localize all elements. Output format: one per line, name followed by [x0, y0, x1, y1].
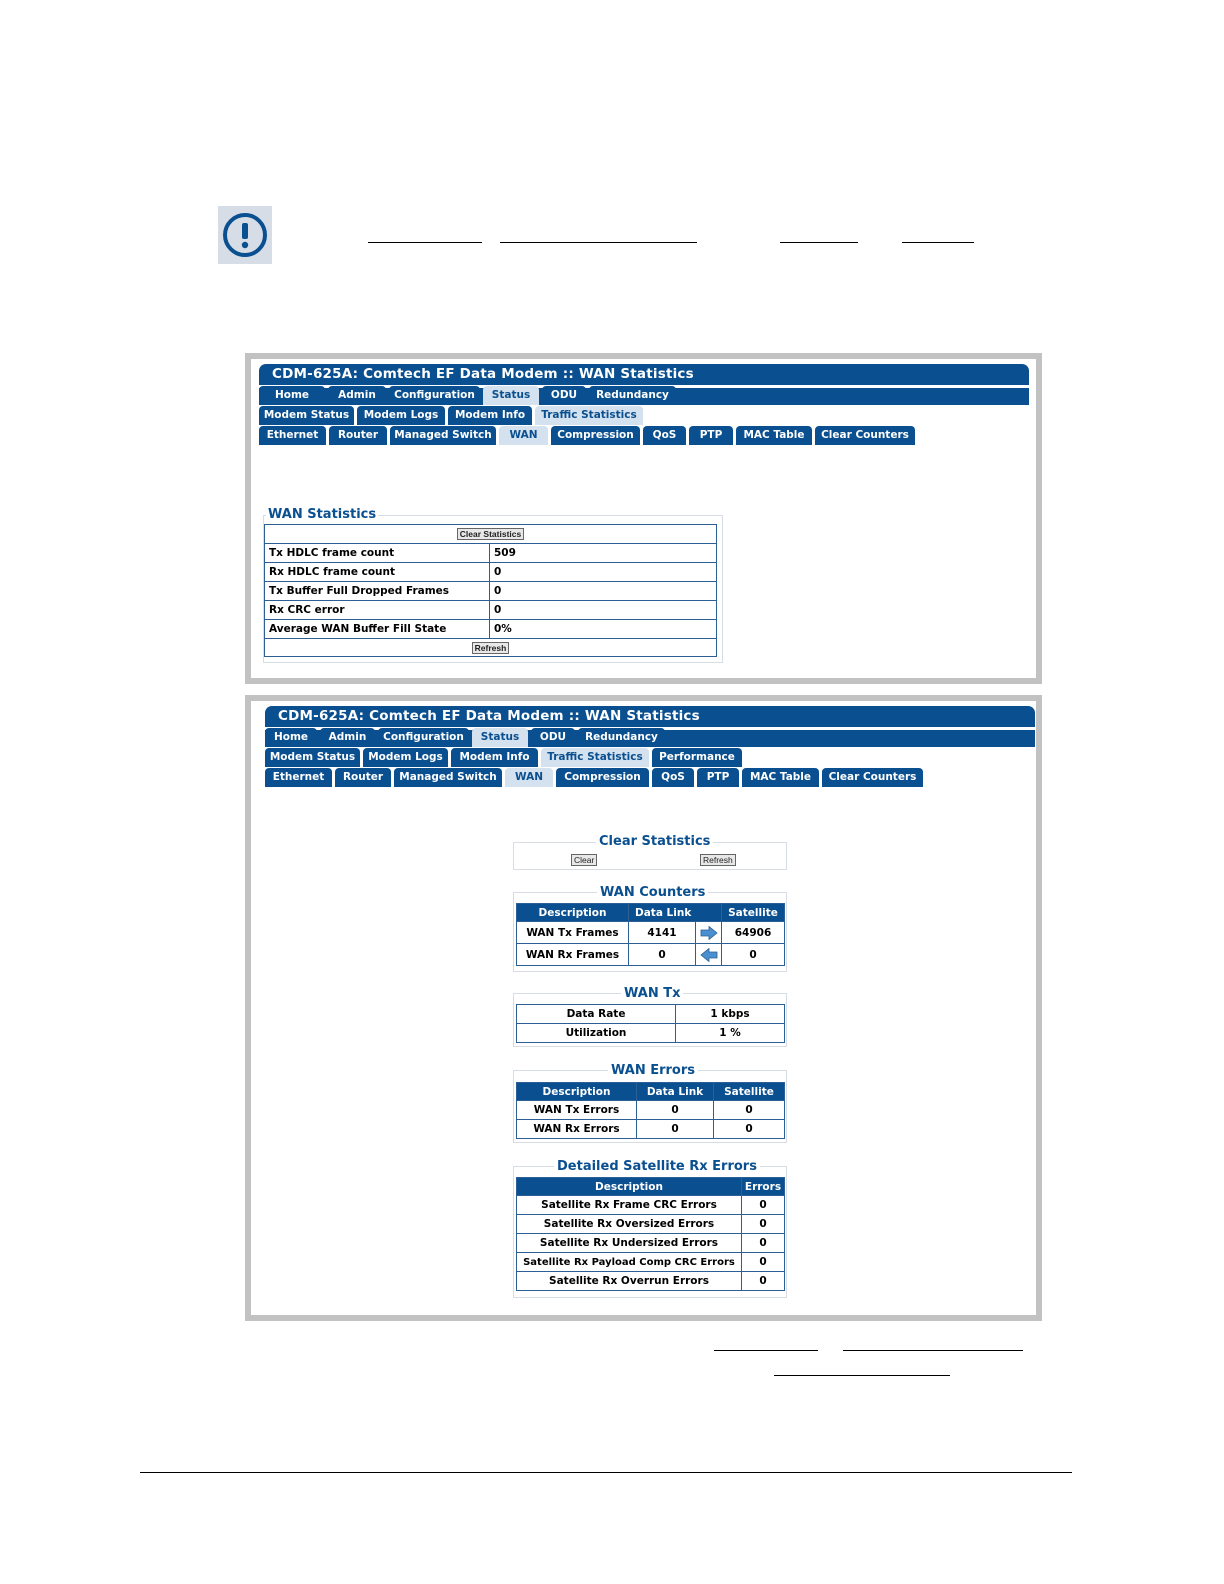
page-title: CDM-625A: Comtech EF Data Modem :: WAN Statistics	[265, 706, 1035, 727]
detailed-errors-title: Detailed Satellite Rx Errors	[554, 1159, 760, 1174]
nav-secondary	[265, 748, 742, 767]
nav-tertiary	[265, 768, 923, 787]
error-satellite: 0	[714, 1101, 785, 1120]
clear-statistics-button[interactable]: Clear Statistics	[457, 528, 524, 540]
detail-desc: Satellite Rx Overrun Errors	[517, 1272, 742, 1291]
tab-traffic-statistics[interactable]: Traffic Statistics	[541, 748, 649, 767]
stat-value: 0	[490, 563, 717, 582]
tx-value: 1 %	[676, 1024, 785, 1043]
wan-counters-title: WAN Counters	[597, 885, 708, 900]
col-data-link: Data Link	[629, 904, 722, 922]
counter-desc: WAN Tx Frames	[517, 922, 629, 944]
underline-5	[714, 1350, 818, 1351]
table-row	[517, 1234, 785, 1253]
col-description: Description	[517, 1178, 742, 1196]
stat-value: 509	[490, 544, 717, 563]
table-row	[265, 620, 717, 639]
tab-performance[interactable]: Performance	[652, 748, 742, 767]
detail-errors: 0	[742, 1253, 785, 1272]
tab-router[interactable]: Router	[335, 768, 391, 787]
tab-traffic-statistics[interactable]: Traffic Statistics	[535, 406, 643, 425]
wan-tx-title: WAN Tx	[621, 986, 683, 1001]
wan-statistics-table	[264, 524, 717, 657]
screenshot-panel-1	[245, 353, 1042, 684]
tab-home[interactable]: Home	[265, 728, 317, 747]
table-row	[517, 1215, 785, 1234]
clear-row	[265, 525, 717, 544]
col-satellite: Satellite	[714, 1083, 785, 1101]
clear-button[interactable]: Clear	[571, 854, 597, 866]
tab-clear-counters[interactable]: Clear Counters	[822, 768, 923, 787]
tab-ethernet[interactable]: Ethernet	[265, 768, 332, 787]
table-header	[517, 904, 785, 922]
error-data-link: 0	[637, 1120, 714, 1139]
nav-tertiary	[259, 426, 915, 445]
refresh-button[interactable]: Refresh	[472, 642, 510, 654]
table-header	[517, 1178, 785, 1196]
tab-odu[interactable]: ODU	[542, 386, 586, 405]
wan-counters-table	[516, 903, 785, 966]
detail-errors: 0	[742, 1272, 785, 1291]
tab-managed-switch[interactable]: Managed Switch	[394, 768, 502, 787]
tab-configuration[interactable]: Configuration	[378, 728, 469, 747]
table-row	[517, 1024, 785, 1043]
refresh-row	[265, 639, 717, 657]
counter-desc: WAN Rx Frames	[517, 944, 629, 966]
table-row	[517, 944, 785, 966]
col-satellite: Satellite	[722, 904, 785, 922]
col-data-link: Data Link	[637, 1083, 714, 1101]
col-description: Description	[517, 1083, 637, 1101]
underline-6	[843, 1350, 1023, 1351]
tab-modem-status[interactable]: Modem Status	[259, 406, 354, 425]
tab-modem-logs[interactable]: Modem Logs	[357, 406, 445, 425]
detail-desc: Satellite Rx Frame CRC Errors	[517, 1196, 742, 1215]
error-desc: WAN Rx Errors	[517, 1120, 637, 1139]
nav-primary	[259, 386, 676, 405]
table-row	[265, 563, 717, 582]
tab-router[interactable]: Router	[329, 426, 387, 445]
detail-desc: Satellite Rx Undersized Errors	[517, 1234, 742, 1253]
nav-secondary	[259, 406, 643, 425]
detail-errors: 0	[742, 1215, 785, 1234]
screenshot-panel-2	[245, 695, 1042, 1321]
tab-modem-status[interactable]: Modem Status	[265, 748, 360, 767]
stat-label: Rx HDLC frame count	[265, 563, 490, 582]
table-row	[517, 1005, 785, 1024]
tab-mac-table[interactable]: MAC Table	[736, 426, 812, 445]
tab-ethernet[interactable]: Ethernet	[259, 426, 326, 445]
tab-redundancy[interactable]: Redundancy	[589, 386, 676, 405]
refresh-button[interactable]: Refresh	[700, 854, 736, 866]
stat-value: 0%	[490, 620, 717, 639]
wan-tx-table	[516, 1004, 785, 1043]
nav-primary	[265, 728, 665, 747]
underline-2	[500, 242, 697, 243]
detail-errors: 0	[742, 1196, 785, 1215]
tab-ptp[interactable]: PTP	[697, 768, 739, 787]
table-header	[517, 1083, 785, 1101]
tab-admin[interactable]: Admin	[328, 386, 386, 405]
tab-modem-logs[interactable]: Modem Logs	[363, 748, 448, 767]
col-errors: Errors	[742, 1178, 785, 1196]
detail-desc: Satellite Rx Oversized Errors	[517, 1215, 742, 1234]
arrow-left-icon	[696, 944, 722, 966]
counter-satellite: 0	[722, 944, 785, 966]
table-row	[517, 1253, 785, 1272]
table-row	[517, 922, 785, 944]
counter-data-link: 0	[629, 944, 696, 966]
counter-satellite: 64906	[722, 922, 785, 944]
footer-rule	[140, 1472, 1072, 1473]
stat-label: Tx HDLC frame count	[265, 544, 490, 563]
tab-modem-info[interactable]: Modem Info	[451, 748, 538, 767]
underline-4	[902, 242, 974, 243]
stat-label: Average WAN Buffer Fill State	[265, 620, 490, 639]
underline-3	[780, 242, 858, 243]
exclamation-circle-icon	[218, 206, 272, 264]
counter-data-link: 4141	[629, 922, 696, 944]
error-satellite: 0	[714, 1120, 785, 1139]
tab-modem-info[interactable]: Modem Info	[448, 406, 532, 425]
stat-label: Tx Buffer Full Dropped Frames	[265, 582, 490, 601]
clear-statistics-title: Clear Statistics	[596, 834, 713, 849]
detail-errors: 0	[742, 1234, 785, 1253]
tab-wan[interactable]: WAN	[499, 426, 548, 445]
tab-status[interactable]: Status	[483, 386, 539, 405]
col-description: Description	[517, 904, 629, 922]
tab-compression[interactable]: Compression	[551, 426, 640, 445]
section-title: WAN Statistics	[268, 507, 377, 522]
stat-label: Rx CRC error	[265, 601, 490, 620]
wan-errors-table	[516, 1082, 785, 1139]
tab-home[interactable]: Home	[259, 386, 325, 405]
tx-label: Utilization	[517, 1024, 676, 1043]
detail-desc: Satellite Rx Payload Comp CRC Errors	[517, 1253, 742, 1272]
tab-ptp[interactable]: PTP	[689, 426, 733, 445]
table-row	[517, 1120, 785, 1139]
underline-1	[368, 242, 482, 243]
tab-qos[interactable]: QoS	[643, 426, 686, 445]
table-row	[517, 1196, 785, 1215]
page-title: CDM-625A: Comtech EF Data Modem :: WAN Statistics	[259, 364, 1029, 385]
tab-redundancy[interactable]: Redundancy	[578, 728, 665, 747]
tab-wan[interactable]: WAN	[505, 768, 553, 787]
tab-qos[interactable]: QoS	[652, 768, 694, 787]
error-desc: WAN Tx Errors	[517, 1101, 637, 1120]
detailed-errors-table	[516, 1177, 785, 1291]
table-row	[265, 582, 717, 601]
tab-status[interactable]: Status	[472, 728, 528, 747]
tab-clear-counters[interactable]: Clear Counters	[815, 426, 915, 445]
table-row	[265, 601, 717, 620]
wan-errors-title: WAN Errors	[608, 1063, 698, 1078]
stat-value: 0	[490, 601, 717, 620]
table-row	[517, 1272, 785, 1291]
tab-managed-switch[interactable]: Managed Switch	[390, 426, 496, 445]
tab-mac-table[interactable]: MAC Table	[742, 768, 819, 787]
underline-7	[774, 1375, 950, 1376]
table-row	[517, 1101, 785, 1120]
tab-odu[interactable]: ODU	[531, 728, 575, 747]
tab-admin[interactable]: Admin	[320, 728, 375, 747]
table-row	[265, 544, 717, 563]
tx-label: Data Rate	[517, 1005, 676, 1024]
tab-compression[interactable]: Compression	[556, 768, 649, 787]
tab-configuration[interactable]: Configuration	[389, 386, 480, 405]
tx-value: 1 kbps	[676, 1005, 785, 1024]
stat-value: 0	[490, 582, 717, 601]
error-data-link: 0	[637, 1101, 714, 1120]
arrow-right-icon	[696, 922, 722, 944]
